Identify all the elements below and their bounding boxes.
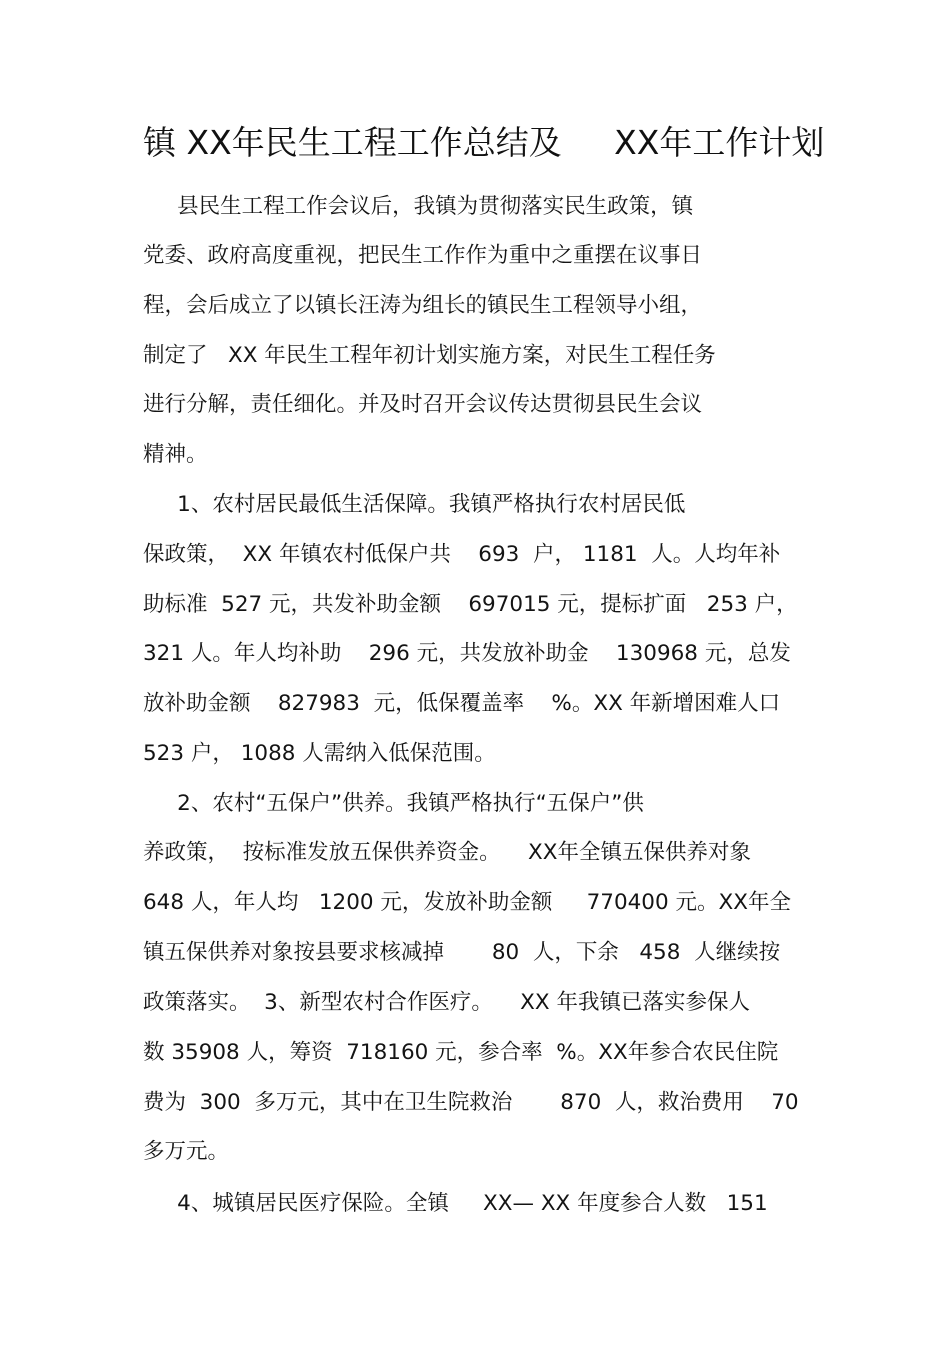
body-line: 523 户， 1088 人需纳入低保范围。 bbox=[143, 741, 496, 766]
body-line: 数 35908 人，筹资 718160 元，参合率 %。XX年参合农民住院 bbox=[143, 1040, 779, 1065]
body-line: 政策落实。 3、新型农村合作医疗。 XX 年我镇已落实参保人 bbox=[143, 990, 750, 1015]
body-line: 648 人，年人均 1200 元，发放补助金额 770400 元。XX年全 bbox=[143, 890, 791, 915]
body-line: 2、农村“五保户”供养。我镇严格执行“五保户”供 bbox=[143, 791, 644, 816]
body-line: 4、城镇居民医疗保险。全镇 XX— XX 年度参合人数 151 bbox=[143, 1191, 768, 1216]
body-line: 助标准 527 元，共发补助金额 697015 元，提标扩面 253 户， bbox=[143, 592, 798, 617]
body-line: 养政策， 按标准发放五保供养资金。 XX年全镇五保供养对象 bbox=[143, 840, 751, 865]
body-line: 保政策， XX 年镇农村低保户共 693 户， 1181 人。人均年补 bbox=[143, 542, 781, 567]
body-line: 程，会后成立了以镇长汪涛为组长的镇民生工程领导小组， bbox=[143, 293, 703, 318]
body-line: 县民生工程工作会议后，我镇为贯彻落实民生政策，镇 bbox=[143, 194, 694, 219]
body-line: 制定了 XX 年民生工程年初计划实施方案，对民生工程任务 bbox=[143, 343, 716, 368]
document-title: 镇 XX年民生工程工作总结及 XX年工作计划 bbox=[143, 123, 825, 162]
body-line: 精神。 bbox=[143, 442, 208, 467]
body-line: 镇五保供养对象按县要求核减掉 80 人，下余 458 人继续按 bbox=[143, 940, 781, 965]
body-line: 1、农村居民最低生活保障。我镇严格执行农村居民低 bbox=[143, 492, 686, 517]
body-line: 321 人。年人均补助 296 元，共发放补助金 130968 元，总发 bbox=[143, 641, 791, 666]
body-line: 党委、政府高度重视，把民生工作作为重中之重摆在议事日 bbox=[143, 243, 703, 268]
body-line: 进行分解，责任细化。并及时召开会议传达贯彻县民生会议 bbox=[143, 392, 703, 417]
body-line: 多万元。 bbox=[143, 1139, 230, 1164]
body-line: 放补助金额 827983 元，低保覆盖率 %。XX 年新增困难人口 bbox=[143, 691, 781, 716]
body-line: 费为 300 多万元，其中在卫生院救治 870 人，救治费用 70 bbox=[143, 1090, 799, 1115]
